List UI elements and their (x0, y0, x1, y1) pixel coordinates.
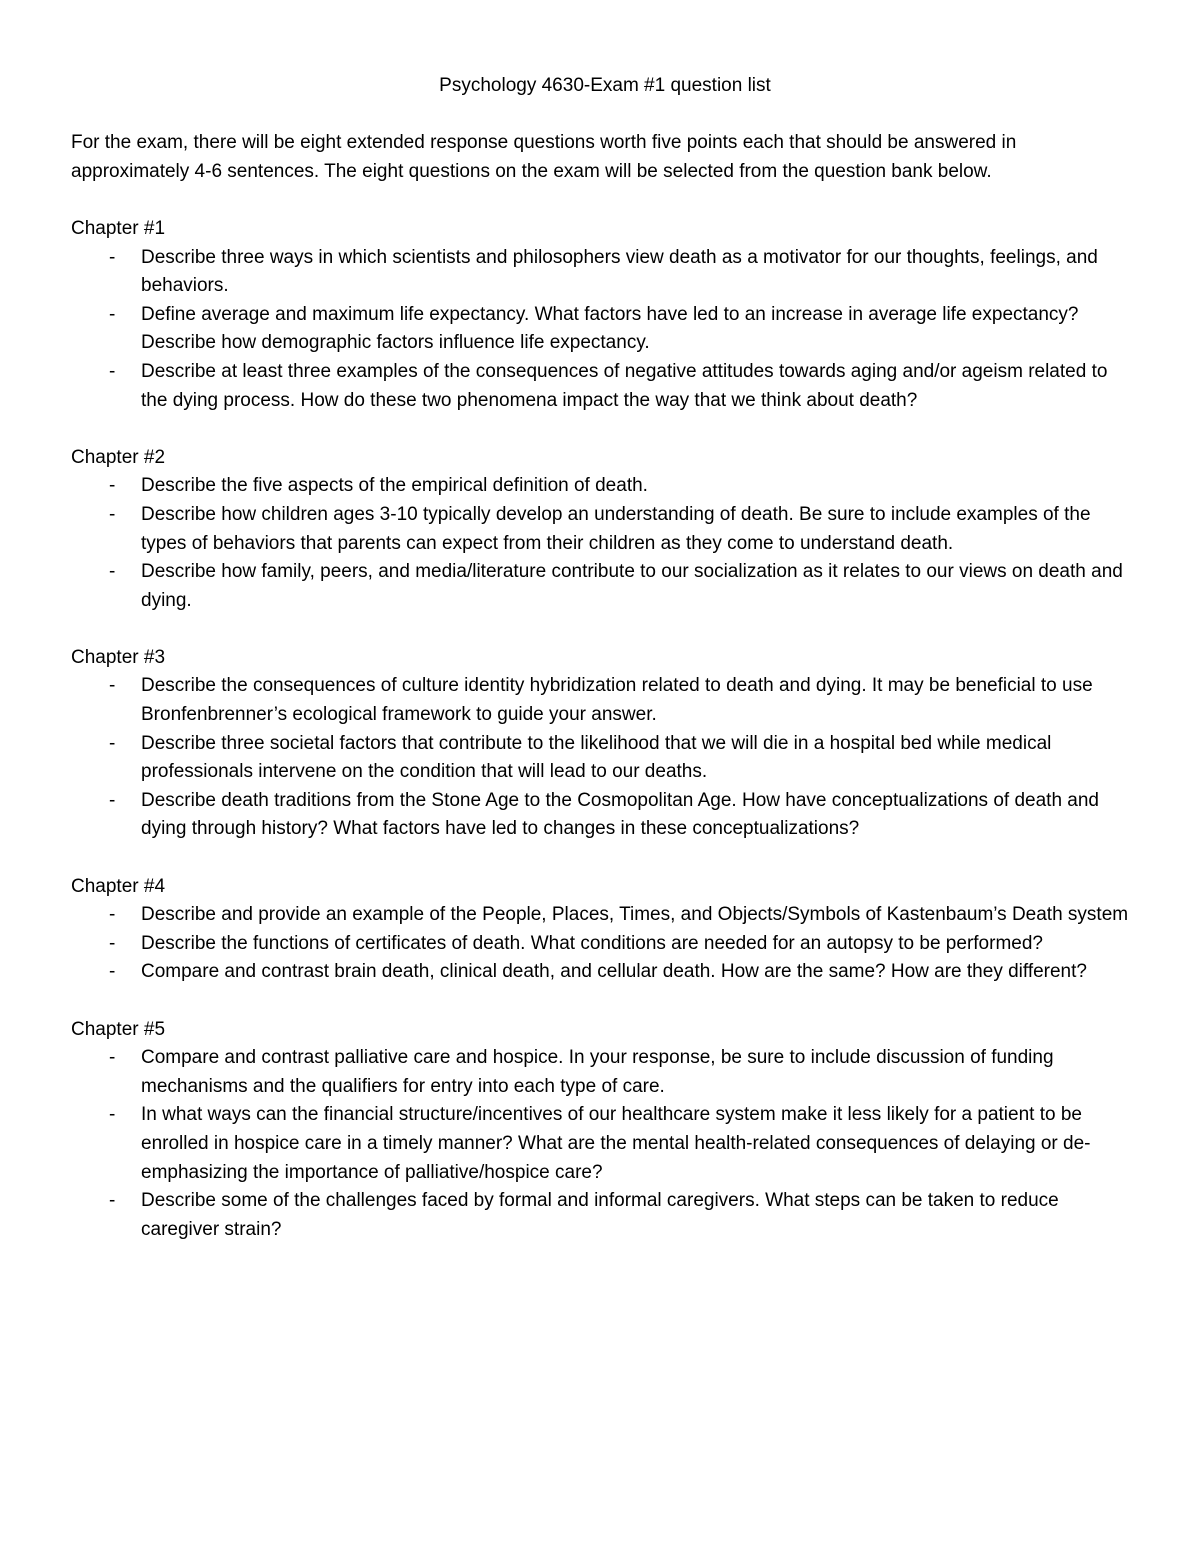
question-item (71, 958, 1131, 987)
question-text: Describe the functions of certificates of death. What conditions are needed for an autopsy to be performed? (141, 932, 1043, 954)
question-text: In what ways can the financial structure/incentives of our healthcare system make it less likely for a patient to be enrolled in hospice care in a timely manner? What are the mental health-related consequences of delaying or de-emphasizing the importance of palliative/hospice care? (141, 1104, 1091, 1183)
question-item (71, 1044, 1131, 1101)
chapter-heading: Chapter #4 (71, 875, 166, 897)
chapter-heading: Chapter #5 (71, 1018, 166, 1040)
document-body (71, 72, 1131, 1273)
question-list (71, 472, 1131, 615)
chapter-section-1 (71, 215, 1131, 415)
chapter-section-3 (71, 644, 1131, 844)
bullet-dash: - (109, 1104, 116, 1126)
chapter-heading: Chapter #3 (71, 646, 166, 668)
question-text: Describe death traditions from the Stone Age to the Cosmopolitan Age. How have conceptualizations of death and dying through history? What factors have led to changes in these conceptualizations? (141, 789, 1099, 840)
chapter-section-4 (71, 873, 1131, 987)
chapter-list (71, 215, 1131, 1244)
bullet-dash: - (109, 789, 116, 811)
question-item (71, 301, 1131, 358)
bullet-dash: - (109, 1047, 116, 1069)
question-list (71, 901, 1131, 987)
bullet-dash: - (109, 961, 116, 983)
question-text: Describe some of the challenges faced by formal and informal caregivers. What steps can be taken to reduce caregiver strain? (141, 1190, 1059, 1240)
bullet-dash: - (109, 904, 116, 926)
question-text: Describe how family, peers, and media/literature contribute to our socialization as it relates to our views on death and dying. (141, 561, 1123, 611)
question-item (71, 730, 1131, 787)
question-text: Describe three societal factors that contribute to the likelihood that we will die in a hospital bed while medical professionals intervene on the condition that will lead to our deaths. (141, 732, 1052, 783)
chapter-section-5 (71, 1016, 1131, 1245)
bullet-dash: - (109, 1190, 116, 1212)
question-item (71, 558, 1131, 615)
question-text: Describe at least three examples of the consequences of negative attitudes towards aging and/or ageism related to the dying process. How do these two phenomena impact the way that we think about death? (141, 360, 1108, 411)
question-item (71, 1187, 1131, 1244)
question-text: Compare and contrast brain death, clinical death, and cellular death. How are the same? How are they different? (141, 961, 1087, 983)
intro-paragraph: For the exam, there will be eight extended response questions worth five points each that should be answered in approximately 4-6 sentences. The eight questions on the exam will be selected from the question bank below. (71, 132, 1017, 182)
bullet-dash: - (109, 246, 116, 268)
question-text: Describe three ways in which scientists and philosophers view death as a motivator for our thoughts, feelings, and behaviors. (141, 246, 1098, 297)
question-text: Compare and contrast palliative care and hospice. In your response, be sure to include discussion of funding mechanisms and the qualifiers for entry into each type of care. (141, 1047, 1054, 1097)
question-text: Describe and provide an example of the People, Places, Times, and Objects/Symbols of Kastenbaum’s Death system (141, 904, 1129, 926)
question-text: Describe how children ages 3-10 typically develop an understanding of death. Be sure to include examples of the types of behaviors that parents can expect from their children as they come to understand death. (141, 503, 1091, 554)
bullet-dash: - (109, 932, 116, 954)
document-title: Psychology 4630-Exam #1 question list (439, 75, 771, 96)
question-item (71, 787, 1131, 844)
question-item (71, 472, 1131, 501)
chapter-heading: Chapter #2 (71, 446, 166, 468)
question-item (71, 244, 1131, 301)
question-item (71, 501, 1131, 558)
bullet-dash: - (109, 503, 116, 525)
question-list (71, 1044, 1131, 1244)
question-item (71, 672, 1131, 729)
bullet-dash: - (109, 303, 116, 325)
bullet-dash: - (109, 732, 116, 754)
question-text: Describe the consequences of culture identity hybridization related to death and dying. It may be beneficial to use Bronfenbrenner’s ecological framework to guide your answer. (141, 675, 1093, 726)
bullet-dash: - (109, 475, 116, 497)
question-item (71, 901, 1131, 930)
question-item (71, 930, 1131, 959)
question-list (71, 672, 1131, 844)
question-item (71, 358, 1131, 415)
question-list (71, 244, 1131, 416)
question-text: Define average and maximum life expectancy. What factors have led to an increase in average life expectancy? Describe how demographic factors influence life expectancy. (141, 303, 1079, 354)
bullet-dash: - (109, 360, 116, 382)
chapter-section-2 (71, 444, 1131, 616)
question-text: Describe the five aspects of the empirical definition of death. (141, 475, 648, 497)
bullet-dash: - (109, 675, 116, 697)
question-item (71, 1101, 1131, 1187)
chapter-heading: Chapter #1 (71, 217, 166, 239)
bullet-dash: - (109, 561, 116, 583)
